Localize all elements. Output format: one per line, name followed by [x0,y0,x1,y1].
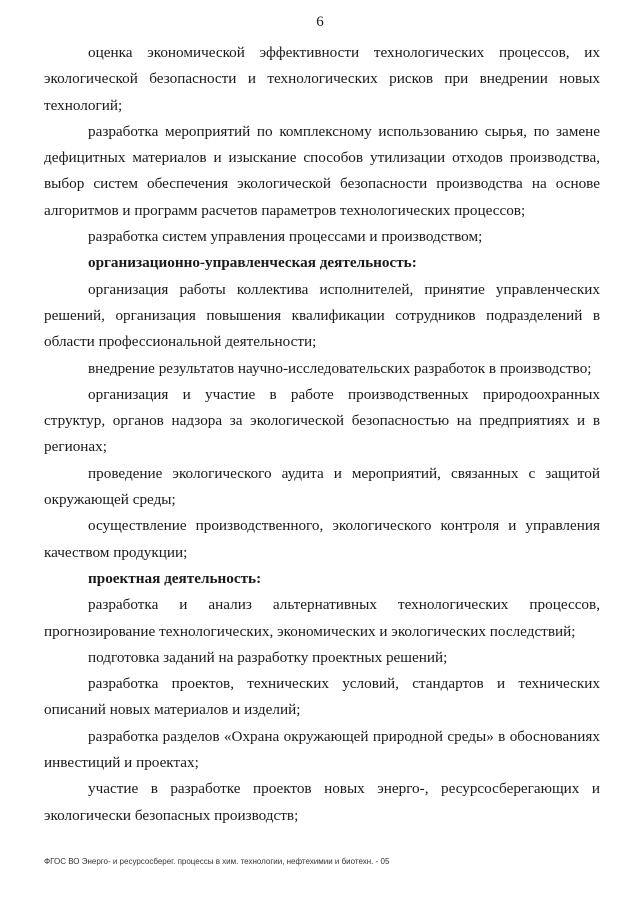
paragraph: разработка мероприятий по комплексному использованию сырья, по замене дефицитных материалов и изыскание способов утилизации отходов производства, выбор систем обеспечения экологической безопасности производства на основе алгоритмов и программ расчетов параметров технологических процессов; [44,122,600,219]
paragraph: участие в разработке проектов новых энерго-, ресурсосберегающих и экологически безопасных производств; [44,780,600,824]
page-body [44,40,600,829]
paragraph: организация и участие в работе производственных природоохранных структур, органов надзора за экологической безопасностью на предприятиях и в регионах; [44,385,600,456]
paragraph: внедрение результатов научно-исследовательских разработок в производство; [88,359,592,377]
paragraph: проведение экологического аудита и мероприятий, связанных с защитой окружающей среды; [44,464,600,509]
paragraph: организация работы коллектива исполнителей, принятие управленческих решений, организация повышения квалификации сотрудников подразделений в области профессиональной деятельности; [44,280,600,351]
paragraph: разработка и анализ альтернативных технологических процессов, прогнозирование технологических, экономических и экологических последствий; [44,596,600,640]
page-number: 6 [316,14,324,30]
paragraph: разработка систем управления процессами и производством; [88,228,483,246]
paragraph: оценка экономической эффективности технологических процессов, их экологической безопасности и технологических рисков при внедрении новых технологий; [44,44,600,114]
paragraph: подготовка заданий на разработку проектных решений; [88,648,448,666]
section-heading-organizational: организационно-управленческая деятельность: [88,254,417,272]
section-heading-project: проектная деятельность: [88,569,262,587]
page-footer: ФГОС ВО Энерго- и ресурсосберег. процессы в хим. технологии, нефтехимии и биотехн. - 05 [44,857,390,866]
paragraph: осуществление производственного, экологического контроля и управления качеством продукции; [44,517,600,561]
paragraph: разработка разделов «Охрана окружающей природной среды» в обоснованиях инвестиций и проектах; [44,727,600,772]
paragraph: разработка проектов, технических условий, стандартов и технических описаний новых материалов и изделий; [44,675,600,719]
